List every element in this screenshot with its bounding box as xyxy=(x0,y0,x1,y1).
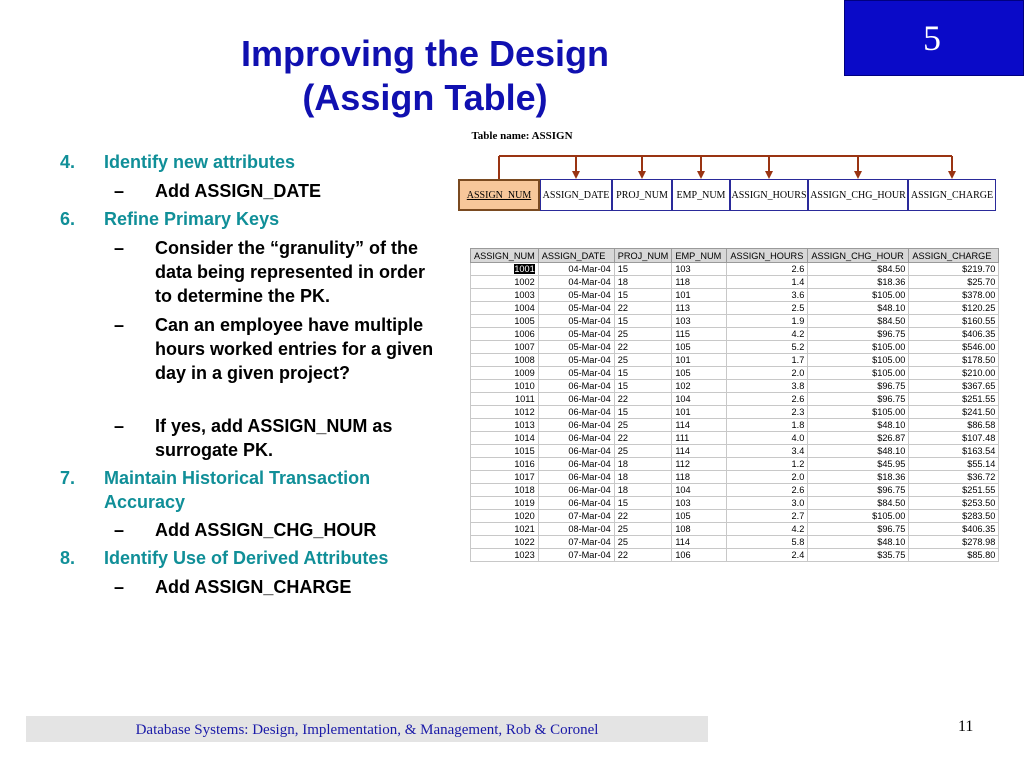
table-row xyxy=(471,289,999,302)
item-text: Identify Use of Derived Attributes xyxy=(104,548,389,568)
table-row xyxy=(471,354,999,367)
table-cell: 1004 xyxy=(471,302,539,315)
table-cell: 22 xyxy=(614,341,672,354)
table-cell: 1.9 xyxy=(727,315,808,328)
table-cell: 06-Mar-04 xyxy=(538,432,614,445)
table-cell: 1022 xyxy=(471,536,539,549)
table-cell: $105.00 xyxy=(808,510,909,523)
table-cell: 07-Mar-04 xyxy=(538,549,614,562)
table-cell: $86.58 xyxy=(909,419,999,432)
dependency-arrowhead xyxy=(854,171,862,179)
table-cell: 1007 xyxy=(471,341,539,354)
footer-bar xyxy=(26,716,708,742)
table-cell: 1006 xyxy=(471,328,539,341)
table-cell: $26.87 xyxy=(808,432,909,445)
table-row xyxy=(471,302,999,315)
item-text: Add ASSIGN_CHARGE xyxy=(155,577,352,597)
table-cell: 2.4 xyxy=(727,549,808,562)
table-cell: $378.00 xyxy=(909,289,999,302)
table-cell: $107.48 xyxy=(909,432,999,445)
table-cell: 118 xyxy=(672,276,727,289)
table-cell: 06-Mar-04 xyxy=(538,484,614,497)
table-row xyxy=(471,263,999,276)
table-cell: $25.70 xyxy=(909,276,999,289)
table-cell: $96.75 xyxy=(808,380,909,393)
table-row xyxy=(471,523,999,536)
table-cell: 102 xyxy=(672,380,727,393)
column-header: ASSIGN_CHARGE xyxy=(909,249,999,263)
table-row xyxy=(471,445,999,458)
table-cell xyxy=(471,263,539,276)
table-cell: 1018 xyxy=(471,484,539,497)
table-cell: $96.75 xyxy=(808,484,909,497)
table-row xyxy=(471,315,999,328)
table-cell: 3.4 xyxy=(727,445,808,458)
table-cell: 106 xyxy=(672,549,727,562)
table-cell: 1020 xyxy=(471,510,539,523)
table-cell: 103 xyxy=(672,263,727,276)
table-cell: $48.10 xyxy=(808,445,909,458)
table-header-row xyxy=(471,249,999,263)
table-cell: 1016 xyxy=(471,458,539,471)
table-cell: $546.00 xyxy=(909,341,999,354)
item-text: Add ASSIGN_CHG_HOUR xyxy=(155,520,377,540)
item-text: If yes, add ASSIGN_NUM as surrogate PK. xyxy=(155,416,393,460)
table-cell: $35.75 xyxy=(808,549,909,562)
table-cell: 5.8 xyxy=(727,536,808,549)
table-cell: 108 xyxy=(672,523,727,536)
table-cell: 22 xyxy=(614,549,672,562)
table-cell: 2.7 xyxy=(727,510,808,523)
table-cell: 06-Mar-04 xyxy=(538,471,614,484)
table-cell: 1002 xyxy=(471,276,539,289)
table-cell: 1015 xyxy=(471,445,539,458)
table-row xyxy=(471,536,999,549)
column-header: PROJ_NUM xyxy=(614,249,672,263)
table-cell: $48.10 xyxy=(808,536,909,549)
table-row xyxy=(471,393,999,406)
table-cell: 08-Mar-04 xyxy=(538,523,614,536)
table-cell: $48.10 xyxy=(808,419,909,432)
table-cell: 115 xyxy=(672,328,727,341)
table-cell: $283.50 xyxy=(909,510,999,523)
table-cell: 112 xyxy=(672,458,727,471)
table-cell: 05-Mar-04 xyxy=(538,328,614,341)
table-cell: 114 xyxy=(672,445,727,458)
table-cell: 1012 xyxy=(471,406,539,419)
table-cell: 05-Mar-04 xyxy=(538,367,614,380)
table-cell: 18 xyxy=(614,276,672,289)
table-cell: 1009 xyxy=(471,367,539,380)
table-cell: 2.6 xyxy=(727,393,808,406)
table-cell: $96.75 xyxy=(808,393,909,406)
table-cell: 05-Mar-04 xyxy=(538,354,614,367)
table-cell: $84.50 xyxy=(808,315,909,328)
dash-marker: – xyxy=(114,577,125,597)
table-cell: 25 xyxy=(614,328,672,341)
table-cell: 105 xyxy=(672,341,727,354)
table-cell: 1023 xyxy=(471,549,539,562)
table-cell: 1017 xyxy=(471,471,539,484)
table-cell: 114 xyxy=(672,419,727,432)
table-row xyxy=(471,367,999,380)
table-cell: 25 xyxy=(614,419,672,432)
attribute-box-assign-charge: ASSIGN_CHARGE xyxy=(908,179,996,211)
table-cell: 15 xyxy=(614,263,672,276)
table-cell: 06-Mar-04 xyxy=(538,393,614,406)
table-cell: $105.00 xyxy=(808,406,909,419)
attribute-box-emp-num: EMP_NUM xyxy=(672,179,730,211)
table-row xyxy=(471,510,999,523)
dash-marker: – xyxy=(114,520,125,540)
dash-marker: – xyxy=(114,315,125,335)
table-cell: 05-Mar-04 xyxy=(538,302,614,315)
dependency-arrowhead xyxy=(948,171,956,179)
table-row xyxy=(471,328,999,341)
table-row xyxy=(471,458,999,471)
dash-marker: – xyxy=(114,238,125,258)
table-cell: $120.25 xyxy=(909,302,999,315)
table-cell: $48.10 xyxy=(808,302,909,315)
diagram-table-name: Table name: ASSIGN xyxy=(471,130,573,142)
column-header: ASSIGN_CHG_HOUR xyxy=(808,249,909,263)
table-cell: 04-Mar-04 xyxy=(538,276,614,289)
attribute-box-assign-num: ASSIGN_NUM xyxy=(458,179,540,211)
table-cell: 104 xyxy=(672,393,727,406)
dependency-arrowhead xyxy=(572,171,580,179)
table-cell: 3.0 xyxy=(727,497,808,510)
table-cell: 05-Mar-04 xyxy=(538,289,614,302)
table-cell: 15 xyxy=(614,380,672,393)
table-cell: 22 xyxy=(614,432,672,445)
slide-title xyxy=(190,32,660,120)
table-cell: 1014 xyxy=(471,432,539,445)
assign-data-table xyxy=(470,248,999,562)
table-cell: 05-Mar-04 xyxy=(538,315,614,328)
table-cell: 18 xyxy=(614,471,672,484)
table-cell: 04-Mar-04 xyxy=(538,263,614,276)
table-cell: 114 xyxy=(672,536,727,549)
table-cell: $84.50 xyxy=(808,497,909,510)
table-cell: 1008 xyxy=(471,354,539,367)
table-cell: $251.55 xyxy=(909,484,999,497)
table-cell: 1.7 xyxy=(727,354,808,367)
table-cell: $406.35 xyxy=(909,328,999,341)
table-cell: 2.0 xyxy=(727,367,808,380)
table-cell: 103 xyxy=(672,497,727,510)
table-cell: 4.2 xyxy=(727,328,808,341)
table-cell: 1011 xyxy=(471,393,539,406)
table-cell: 07-Mar-04 xyxy=(538,510,614,523)
table-cell: 25 xyxy=(614,354,672,367)
table-cell: 101 xyxy=(672,406,727,419)
table-cell: $45.95 xyxy=(808,458,909,471)
table-cell: 101 xyxy=(672,354,727,367)
item-text: Identify new attributes xyxy=(104,152,296,172)
table-cell: 1019 xyxy=(471,497,539,510)
item-number: 6. xyxy=(60,209,76,229)
column-header: EMP_NUM xyxy=(672,249,727,263)
table-cell: 06-Mar-04 xyxy=(538,406,614,419)
table-cell: 113 xyxy=(672,302,727,315)
table-row xyxy=(471,497,999,510)
table-cell: 06-Mar-04 xyxy=(538,380,614,393)
dash-marker: – xyxy=(114,416,125,436)
selected-cell-highlight: 1001 xyxy=(514,264,535,274)
table-cell: $96.75 xyxy=(808,523,909,536)
item-text: Maintain Historical Transaction Accuracy xyxy=(104,468,371,512)
page-number: 11 xyxy=(958,718,974,735)
table-cell: 1.4 xyxy=(727,276,808,289)
table-row xyxy=(471,341,999,354)
table-cell: $367.65 xyxy=(909,380,999,393)
table-cell: 101 xyxy=(672,289,727,302)
chapter-box xyxy=(844,0,1024,76)
table-cell: $105.00 xyxy=(808,341,909,354)
table-cell: $85.80 xyxy=(909,549,999,562)
column-header: ASSIGN_HOURS xyxy=(727,249,808,263)
slide-title-line1: Improving the Design xyxy=(240,33,610,74)
table-row xyxy=(471,380,999,393)
table-cell: 22 xyxy=(614,302,672,315)
table-cell: $253.50 xyxy=(909,497,999,510)
table-cell: 18 xyxy=(614,458,672,471)
table-cell: 2.5 xyxy=(727,302,808,315)
table-cell: 3.8 xyxy=(727,380,808,393)
table-cell: 105 xyxy=(672,510,727,523)
table-cell: 25 xyxy=(614,445,672,458)
item-text: Consider the “granulity” of the data being represented in order to determine the PK. xyxy=(155,238,426,306)
item-text: Add ASSIGN_DATE xyxy=(155,181,322,201)
table-cell: $406.35 xyxy=(909,523,999,536)
table-cell: 06-Mar-04 xyxy=(538,497,614,510)
table-cell: 104 xyxy=(672,484,727,497)
table-cell: 1.8 xyxy=(727,419,808,432)
table-cell: 1.2 xyxy=(727,458,808,471)
table-cell: 3.6 xyxy=(727,289,808,302)
table-cell: $105.00 xyxy=(808,289,909,302)
item-number: 8. xyxy=(60,548,76,568)
table-cell: $105.00 xyxy=(808,354,909,367)
table-cell: 2.6 xyxy=(727,263,808,276)
table-cell: 4.0 xyxy=(727,432,808,445)
table-cell: 15 xyxy=(614,289,672,302)
table-cell: $219.70 xyxy=(909,263,999,276)
table-cell: $55.14 xyxy=(909,458,999,471)
table-row xyxy=(471,549,999,562)
item-text: Refine Primary Keys xyxy=(104,209,280,229)
table-cell: 25 xyxy=(614,523,672,536)
table-cell: $178.50 xyxy=(909,354,999,367)
table-cell: 1010 xyxy=(471,380,539,393)
item-number: 7. xyxy=(60,468,76,488)
attribute-box-assign-hours: ASSIGN_HOURS xyxy=(730,179,808,211)
dependency-arrowhead xyxy=(765,171,773,179)
attribute-box-assign-chg-hour: ASSIGN_CHG_HOUR xyxy=(808,179,908,211)
table-cell: 15 xyxy=(614,497,672,510)
attribute-box-proj-num: PROJ_NUM xyxy=(612,179,672,211)
table-cell: 2.0 xyxy=(727,471,808,484)
chapter-number: 5 xyxy=(923,18,941,58)
table-cell: 105 xyxy=(672,367,727,380)
column-header: ASSIGN_DATE xyxy=(538,249,614,263)
table-cell: $96.75 xyxy=(808,328,909,341)
item-text: Can an employee have multiple hours worked entries for a given day in a given project? xyxy=(155,315,434,383)
dash-marker: – xyxy=(114,181,125,201)
table-cell: 06-Mar-04 xyxy=(538,458,614,471)
footer-text: Database Systems: Design, Implementation, & Management, Rob & Coronel xyxy=(135,722,599,738)
table-cell: $18.36 xyxy=(808,471,909,484)
table-cell: 25 xyxy=(614,536,672,549)
table-cell: 15 xyxy=(614,367,672,380)
table-cell: 06-Mar-04 xyxy=(538,419,614,432)
attribute-box-assign-date: ASSIGN_DATE xyxy=(540,179,612,211)
table-cell: 103 xyxy=(672,315,727,328)
table-cell: 18 xyxy=(614,484,672,497)
table-cell: 1005 xyxy=(471,315,539,328)
table-cell: $105.00 xyxy=(808,367,909,380)
item-number: 4. xyxy=(60,152,76,172)
table-cell: $84.50 xyxy=(808,263,909,276)
table-row xyxy=(471,484,999,497)
table-row xyxy=(471,471,999,484)
dependency-arrowhead xyxy=(697,171,705,179)
assign-table-diagram xyxy=(456,128,1001,218)
table-cell: 5.2 xyxy=(727,341,808,354)
column-header: ASSIGN_NUM xyxy=(471,249,539,263)
table-cell: 15 xyxy=(614,406,672,419)
table-cell: 118 xyxy=(672,471,727,484)
table-cell: $251.55 xyxy=(909,393,999,406)
dependency-arrowhead xyxy=(638,171,646,179)
table-cell: $160.55 xyxy=(909,315,999,328)
table-row xyxy=(471,419,999,432)
slide-title-line2: (Assign Table) xyxy=(302,77,548,118)
table-cell: 2.6 xyxy=(727,484,808,497)
table-cell: 06-Mar-04 xyxy=(538,445,614,458)
table-cell: 4.2 xyxy=(727,523,808,536)
table-cell: 111 xyxy=(672,432,727,445)
table-cell: $18.36 xyxy=(808,276,909,289)
table-cell: $210.00 xyxy=(909,367,999,380)
table-cell: 22 xyxy=(614,510,672,523)
table-cell: 1021 xyxy=(471,523,539,536)
table-cell: 05-Mar-04 xyxy=(538,341,614,354)
table-row xyxy=(471,276,999,289)
table-row xyxy=(471,406,999,419)
table-cell: $163.54 xyxy=(909,445,999,458)
table-cell: 15 xyxy=(614,315,672,328)
table-row xyxy=(471,432,999,445)
table-cell: 2.3 xyxy=(727,406,808,419)
table-cell: 1003 xyxy=(471,289,539,302)
table-cell: 22 xyxy=(614,393,672,406)
table-cell: 1013 xyxy=(471,419,539,432)
table-cell: $278.98 xyxy=(909,536,999,549)
table-cell: 07-Mar-04 xyxy=(538,536,614,549)
table-cell: $241.50 xyxy=(909,406,999,419)
table-cell: $36.72 xyxy=(909,471,999,484)
